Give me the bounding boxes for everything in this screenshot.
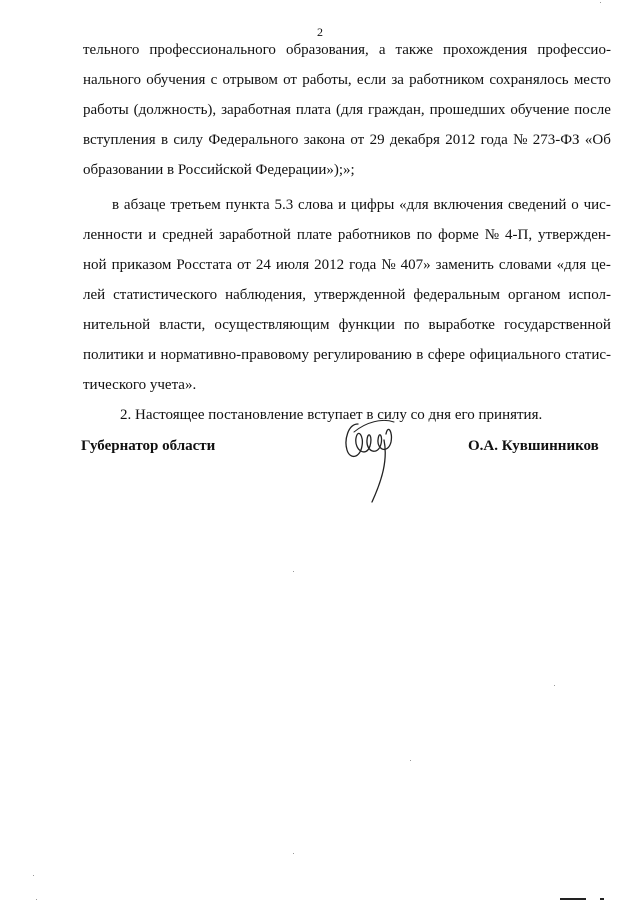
word: выработке [428,317,495,333]
word: года [480,132,508,148]
word: словами [498,257,552,273]
word: с [210,72,218,88]
word: регулированию [313,347,412,363]
text-line [83,315,611,335]
word: № [513,132,528,148]
word: место [573,72,611,88]
word: прошедших [429,102,506,118]
word: закона [303,132,346,148]
word: форме [438,227,479,243]
word: наблюдения, [225,287,306,303]
word: работником [409,72,485,88]
scan-speck [410,760,411,761]
word: по [403,317,420,333]
word: прохождения [443,42,528,58]
word: работы, [302,72,352,88]
word: за [391,72,404,88]
word: образования, [285,42,369,58]
word: отрывом [222,72,278,88]
word: пункта [225,197,270,213]
word: года [349,257,377,273]
word: профессио- [537,42,611,58]
word: профессионального [149,42,276,58]
word: и [338,197,347,213]
word: абзаце [123,197,166,213]
text-line [83,70,611,90]
word: и [148,227,157,243]
handwritten-signature [336,410,406,505]
scan-speck [36,899,37,900]
word: государственной [504,317,611,333]
text-line: образовании в Российской Федерации»);»; [83,162,355,178]
word: третьем [170,197,221,213]
scan-speck [33,875,34,876]
word: 24 [255,257,271,273]
word: в [416,347,424,363]
word: декабря [389,132,440,148]
word: испол- [568,287,611,303]
word: ной [83,257,107,273]
word: если [356,72,387,88]
word: от [237,257,251,273]
word: в [160,132,169,148]
text-line [83,130,611,150]
scan-mark [560,898,586,900]
word: политики [83,347,144,363]
word: 2012 [314,257,345,273]
word: утвержден- [538,227,611,243]
word: от [283,72,297,88]
word: по [416,227,433,243]
word: вступления [83,132,156,148]
word: также [395,42,433,58]
text-line [83,345,611,365]
text-line [83,40,611,60]
word: цифры [350,197,395,213]
word: работы [83,102,129,118]
text-line: 2. Настоящее постановление вступает в силу со дня его принятия. [120,407,543,423]
word: работников [337,227,411,243]
word: «для [556,257,587,273]
word: сведений [507,197,567,213]
word: нительной [83,317,151,333]
word: утвержденной [313,287,406,303]
word: сохранялось [489,72,569,88]
word: 5.3 [274,197,294,213]
word: сфере [427,347,466,363]
word: обучения [146,72,206,88]
scan-mark [600,898,604,900]
word: федеральным [413,287,501,303]
word: 2012 [445,132,476,148]
word: после [574,102,611,118]
word: (для [335,102,363,118]
word: статис- [565,347,611,363]
word: 29 [369,132,385,148]
word: нормативно-правовому [160,347,310,363]
word: чис- [583,197,611,213]
signer-name: О.А. Кувшинников [468,438,599,454]
word: тельного [83,42,140,58]
scan-speck [600,2,601,3]
text-line [112,195,611,215]
word: № [381,257,396,273]
scan-speck [554,685,555,686]
word: це- [591,257,611,273]
word: от [350,132,365,148]
word: заработной [219,227,291,243]
page-number: 2 [317,25,323,39]
text-line [83,100,611,120]
word: граждан, [367,102,425,118]
word: 4-П, [505,227,533,243]
word: функции [338,317,395,333]
word: лей [83,287,106,303]
word: о [571,197,579,213]
word: плата [295,102,332,118]
word: средней [162,227,214,243]
word: обучение [510,102,570,118]
word: плате [296,227,332,243]
word: июля [275,257,310,273]
word: силу [173,132,204,148]
word: 407» [400,257,431,273]
word: приказом [111,257,172,273]
word: органом [507,287,561,303]
text-line [83,225,611,245]
text-line [83,255,611,275]
word: № [484,227,500,243]
word: власти, [159,317,206,333]
word: осуществляющим [214,317,330,333]
word: Росстата [176,257,232,273]
word: ленности [83,227,143,243]
word: официального [469,347,561,363]
word: статистического [113,287,218,303]
word: «Об [584,132,611,148]
scan-speck [293,571,294,572]
word: включения [433,197,504,213]
word: слова [298,197,334,213]
text-line [83,285,611,305]
word: нального [83,72,141,88]
word: Федерального [208,132,299,148]
word: (должность), [133,102,217,118]
word: а [378,42,386,58]
word: «для [399,197,429,213]
text-line: тического учета». [83,377,197,393]
word: в [112,197,120,213]
word: заменить [435,257,494,273]
signer-position: Губернатор области [81,438,216,454]
word: 273-ФЗ [532,132,580,148]
word: и [148,347,157,363]
word: заработная [221,102,291,118]
scan-speck [293,853,294,854]
